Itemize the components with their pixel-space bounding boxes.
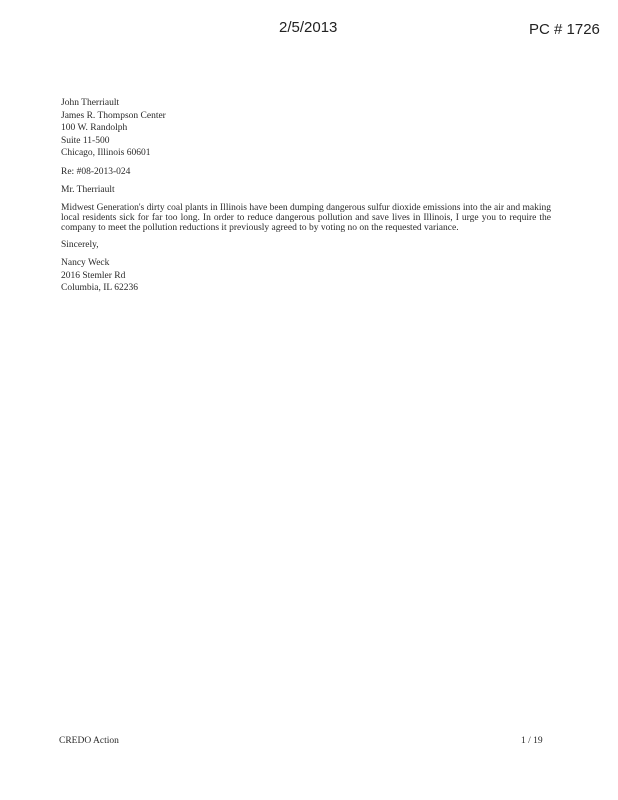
closing: Sincerely,	[61, 239, 99, 250]
footer-organization: CREDO Action	[59, 736, 119, 746]
address-line: John Therriault	[61, 98, 120, 108]
address-line: Suite 11-500	[61, 135, 110, 146]
recipient-address	[61, 97, 551, 160]
address-line: Chicago, Illinois 60601	[61, 148, 151, 158]
address-line: 100 W. Randolph	[61, 123, 128, 133]
letter-body	[61, 97, 551, 295]
reference-line: Re: #08-2013-024	[61, 166, 131, 177]
header-pc-number: PC # 1726	[529, 21, 600, 38]
header-date: 2/5/2013	[279, 19, 338, 36]
signature-block	[61, 257, 551, 295]
address-line: James R. Thompson Center	[61, 110, 166, 121]
signature-line: 2016 Stemler Rd	[61, 270, 126, 281]
body-paragraph: Midwest Generation's dirty coal plants in Illinois have been dumping dangerous sulfur dioxide emissions into the air and making local residents sick for far too long. In order to reduce dangerous pollution and save lives in Illinois, I urge you to require the company to meet the pollution reductions it previously agreed to by voting no on the requested variance.	[61, 202, 551, 233]
signature-line: Columbia, IL 62236	[61, 283, 138, 293]
signature-line: Nancy Weck	[61, 258, 110, 268]
footer-page-number: 1 / 19	[521, 736, 543, 746]
salutation: Mr. Therriault	[61, 185, 115, 195]
